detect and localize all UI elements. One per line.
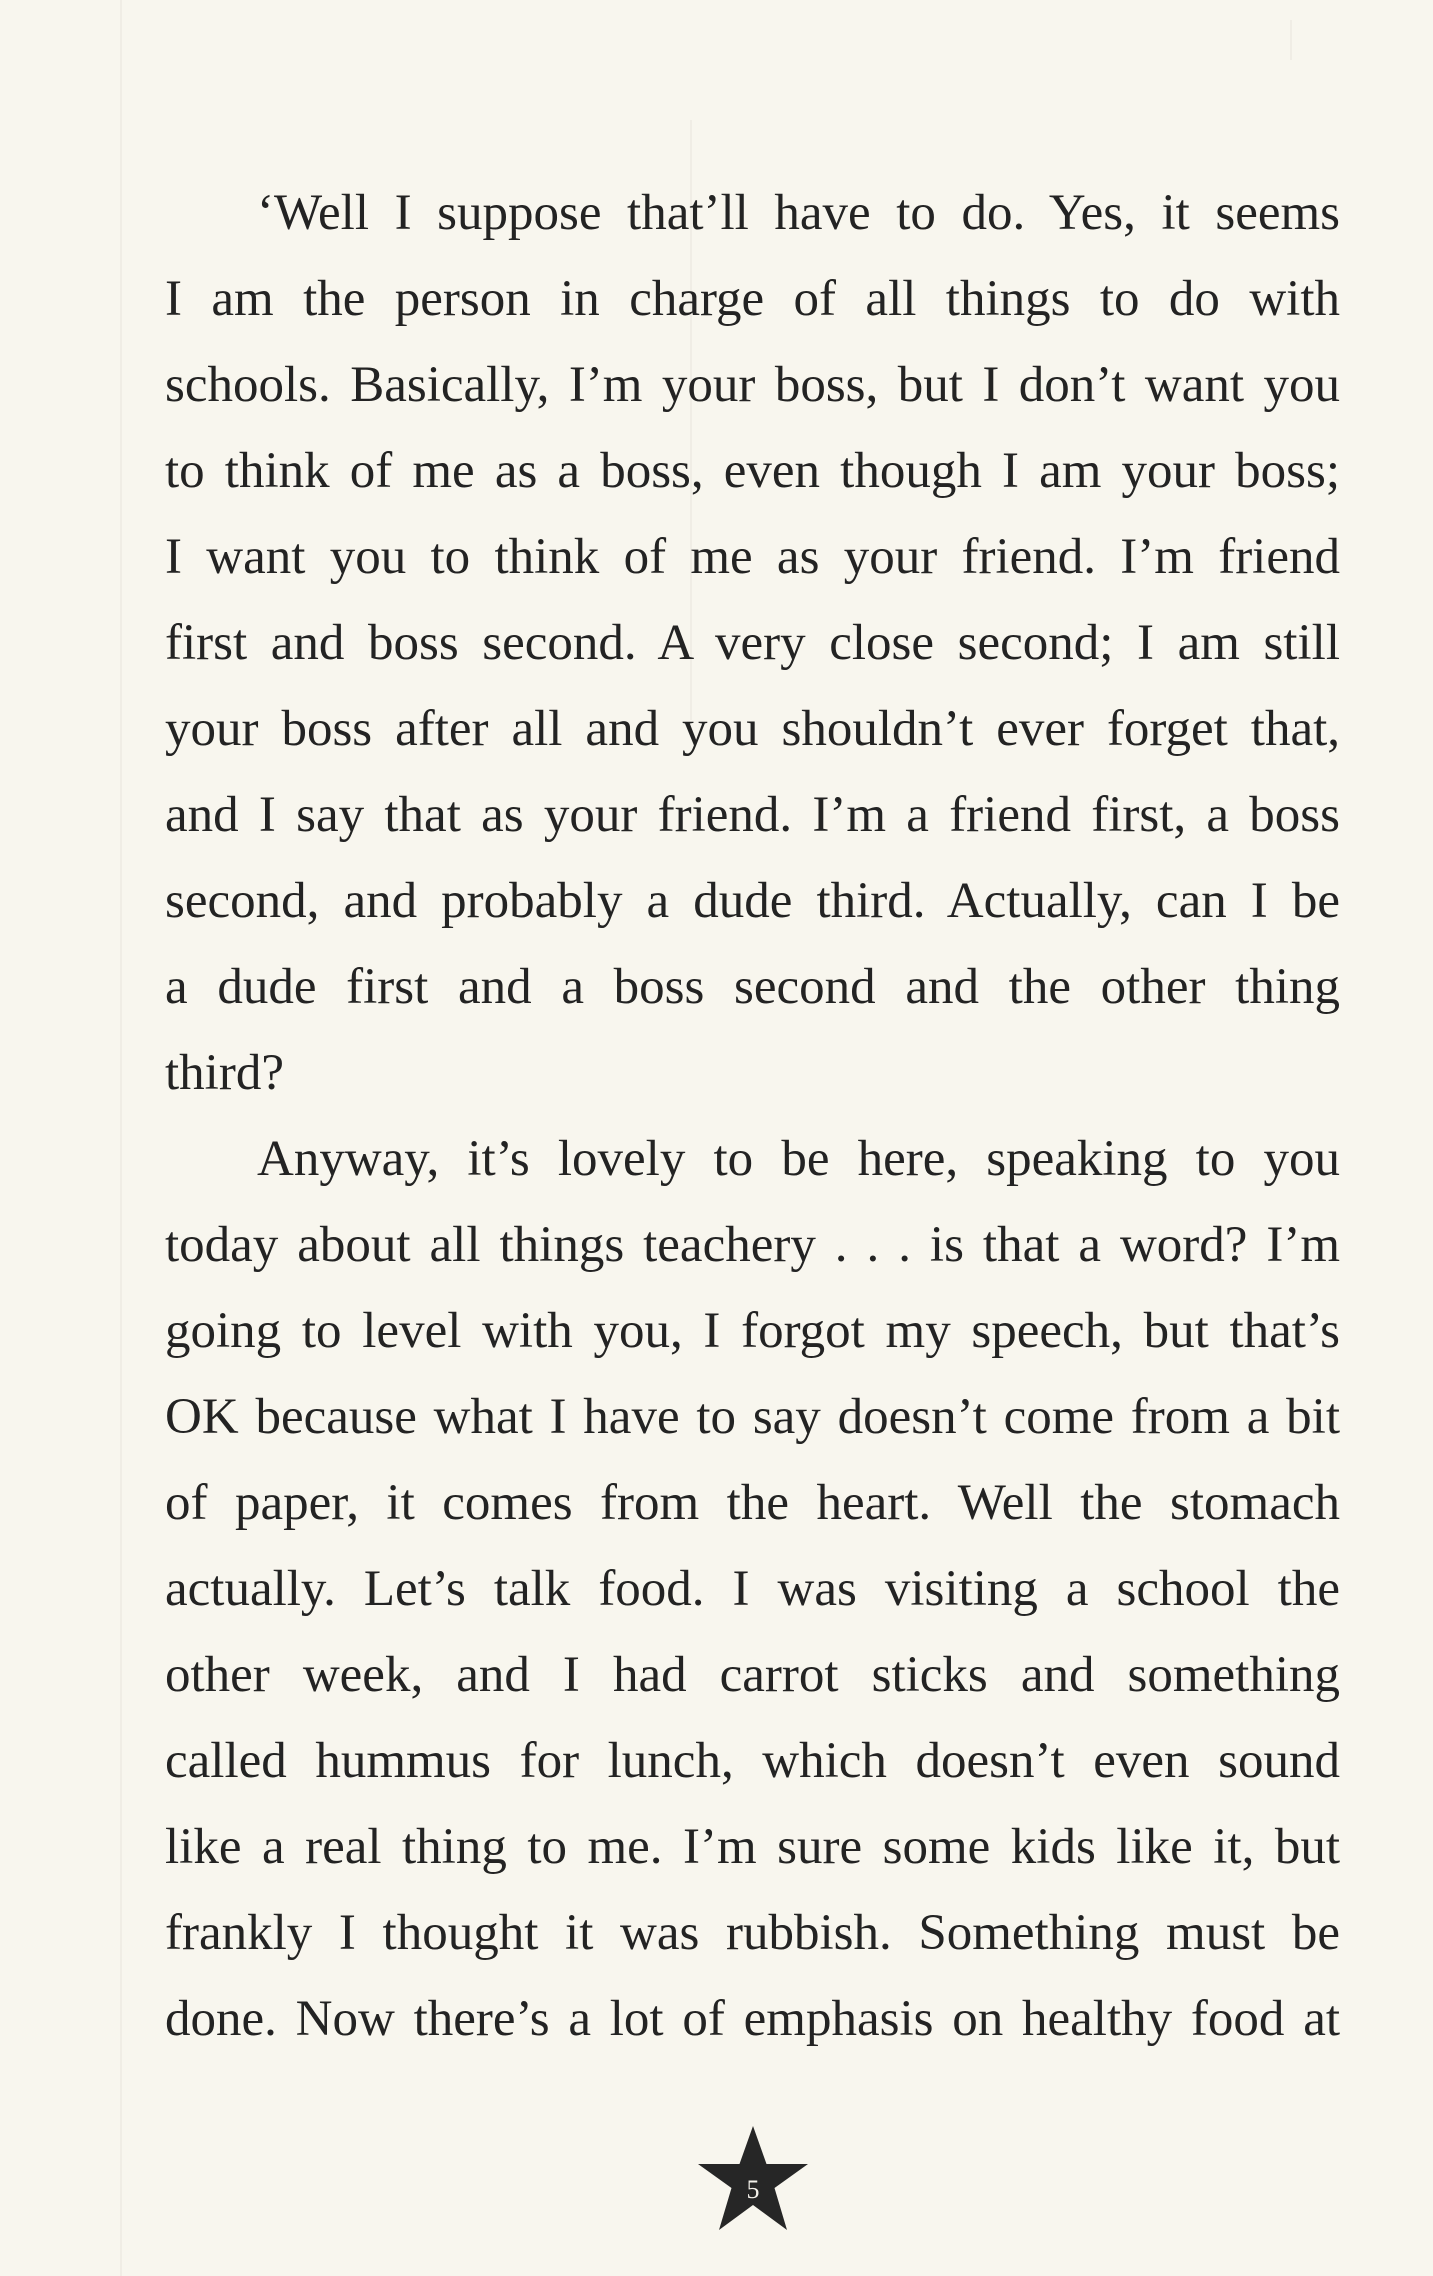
text-line: I am the person in charge of all things to do with — [165, 271, 1340, 327]
text-line: actually. Let’s talk food. I was visiting a school the — [165, 1561, 1340, 1617]
text-line: today about all things teachery . . . is that a word? I’m — [165, 1217, 1340, 1273]
text-line: schools. Basically, I’m your boss, but I don’t want you — [165, 357, 1340, 413]
text-line: done. Now there’s a lot of emphasis on healthy food at — [165, 1991, 1340, 2047]
scan-streak — [120, 0, 122, 2276]
text-line: third? — [165, 1045, 284, 1101]
text-line: your boss after all and you shouldn’t ever forget that, — [165, 701, 1340, 757]
page-number: 5 — [746, 2175, 760, 2204]
text-line: called hummus for lunch, which doesn’t even sound — [165, 1733, 1340, 1789]
text-line: frankly I thought it was rubbish. Something must be — [165, 1905, 1340, 1961]
paragraph-1 — [165, 170, 1340, 1116]
text-line: other week, and I had carrot sticks and something — [165, 1647, 1340, 1703]
text-line: I want you to think of me as your friend. I’m friend — [165, 529, 1340, 585]
body-text — [165, 170, 1340, 2062]
text-line: second, and probably a dude third. Actually, can I be — [165, 873, 1340, 929]
text-line: first and boss second. A very close second; I am still — [165, 615, 1340, 671]
text-line: a dude first and a boss second and the other thing — [165, 959, 1340, 1015]
scan-streak — [1290, 20, 1292, 60]
text-line: going to level with you, I forgot my speech, but that’s — [165, 1303, 1340, 1359]
text-line: ‘Well I suppose that’ll have to do. Yes, it seems — [257, 185, 1340, 241]
text-line: OK because what I have to say doesn’t come from a bit — [165, 1389, 1340, 1445]
text-line: Anyway, it’s lovely to be here, speaking to you — [257, 1131, 1340, 1187]
paragraph-2 — [165, 1116, 1340, 2062]
text-line: and I say that as your friend. I’m a friend first, a boss — [165, 787, 1340, 843]
text-line: to think of me as a boss, even though I am your boss; — [165, 443, 1340, 499]
text-line: of paper, it comes from the heart. Well the stomach — [165, 1475, 1340, 1531]
page-number-badge — [694, 2124, 812, 2236]
text-line: like a real thing to me. I’m sure some kids like it, but — [165, 1819, 1340, 1875]
